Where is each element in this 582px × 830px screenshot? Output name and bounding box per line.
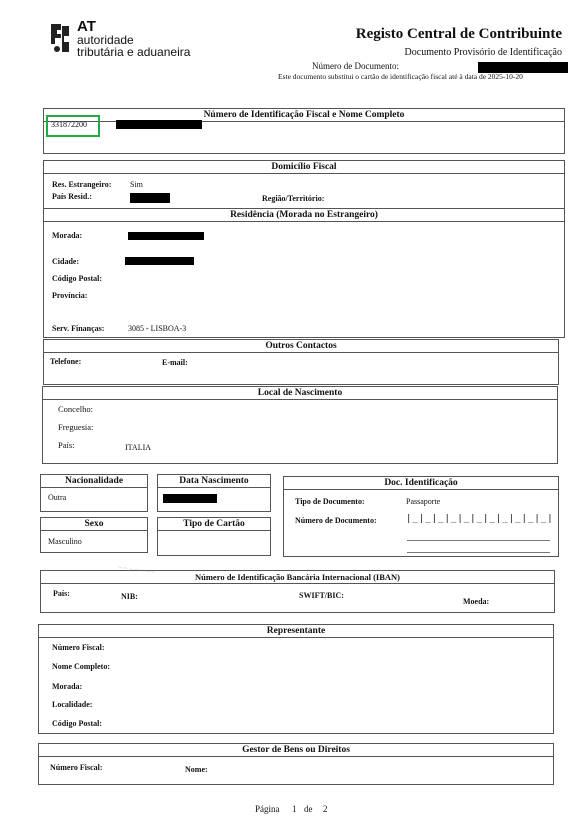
residencia-heading: Residência (Morada no Estrangeiro) <box>44 208 564 222</box>
serv-financas-value: 3085 - LISBOA-3 <box>128 324 187 333</box>
document-title: Registo Central de Contribuinte <box>355 26 562 42</box>
regiao-label: Região/Território: <box>262 194 325 203</box>
footer-page-total: 2 <box>323 804 328 814</box>
provincia-label: Província: <box>52 291 88 300</box>
nib-label: NIB: <box>121 592 138 601</box>
sexo-heading: Sexo <box>41 518 147 531</box>
redacted-data-nascimento <box>163 494 217 503</box>
rep-localidade-label: Localidade: <box>52 700 93 709</box>
contactos-heading: Outros Contactos <box>44 340 558 353</box>
numero-documento-line-2 <box>407 552 550 553</box>
contactos-section <box>43 339 559 385</box>
gestor-section <box>38 743 554 785</box>
redacted-morada <box>128 232 204 240</box>
rep-codigo-postal-label: Código Postal: <box>52 719 102 728</box>
data-nascimento-box <box>157 474 271 512</box>
gestor-heading: Gestor de Bens ou Direitos <box>39 744 553 757</box>
logo-text-line1: autoridade <box>77 33 134 47</box>
data-nascimento-heading: Data Nascimento <box>158 475 270 488</box>
concelho-label: Concelho: <box>58 404 93 414</box>
numero-documento-boxes: |_|_|_|_|_|_|_|_|_|_|_| <box>406 514 554 524</box>
footer-de-label: de <box>304 804 313 814</box>
redacted-pais-resid <box>130 193 170 203</box>
representante-section <box>38 624 554 734</box>
tipo-documento-label: Tipo de Documento: <box>295 497 365 506</box>
logo-text-at: AT <box>77 18 96 35</box>
footer-page-current: 1 <box>292 804 297 814</box>
nascimento-heading: Local de Nascimento <box>43 387 557 400</box>
document-validity-note: Este documento substitui o cartão de identificação fiscal até à data de 2025-10-20 <box>278 72 523 81</box>
cidade-label: Cidade: <box>52 257 80 266</box>
res-estrangeiro-label: Res. Estrangeiro: <box>52 180 112 189</box>
document-subtitle: Documento Provisório de Identificação <box>404 47 562 58</box>
at-logo-icon <box>47 22 71 56</box>
footer-pagina-label: Página <box>255 804 280 814</box>
pais-nascimento-label: País: <box>58 440 75 450</box>
rep-morada-label: Morada: <box>52 682 83 691</box>
iban-section <box>40 570 555 613</box>
nif-value: 331872200 <box>51 120 87 129</box>
nascimento-section <box>42 386 558 464</box>
redacted-full-name <box>116 120 202 129</box>
tipo-cartao-box <box>157 517 271 556</box>
serv-financas-label: Serv. Finanças: <box>52 324 105 333</box>
swift-label: SWIFT/BIC: <box>299 591 344 600</box>
pais-nascimento-value: ITALIA <box>125 443 152 452</box>
nif-section-heading: Número de Identificação Fiscal e Nome Completo <box>44 109 564 122</box>
tipo-documento-value: Passaporte <box>406 497 441 506</box>
res-estrangeiro-value: Sim <box>130 180 143 189</box>
iban-heading: Número de Identificação Bancária Internacional (IBAN) <box>41 571 554 584</box>
redacted-cidade <box>125 257 194 265</box>
tipo-cartao-heading: Tipo de Cartão <box>158 518 270 531</box>
gestor-nome-label: Nome: <box>185 765 208 774</box>
rep-nome-label: Nome Completo: <box>52 662 110 671</box>
iban-pais-label: País: <box>53 589 70 598</box>
document-number-label: Número de Documento: <box>312 61 399 71</box>
numero-documento-line-1 <box>407 540 550 541</box>
representante-heading: Representante <box>39 625 553 638</box>
morada-label: Morada: <box>52 231 83 240</box>
freguesia-label: Freguesia: <box>58 422 94 432</box>
numero-documento-label: Número de Documento: <box>295 516 377 525</box>
nacionalidade-heading: Nacionalidade <box>41 475 147 488</box>
codigo-postal-label: Código Postal: <box>52 274 102 283</box>
faint-stamp-mark: ~ ~ ~ ~ ~ ~ ~ <box>117 563 156 577</box>
moeda-label: Moeda: <box>463 597 490 606</box>
doc-identificacao-heading: Doc. Identificação <box>284 477 558 490</box>
sexo-value: Masculino <box>48 537 82 546</box>
domicilio-section <box>43 160 565 338</box>
nacionalidade-value: Outra <box>48 493 67 502</box>
telefone-label: Telefone: <box>50 357 82 366</box>
sexo-box <box>40 517 148 553</box>
email-label: E-mail: <box>162 358 188 367</box>
pais-resid-label: País Resid.: <box>52 192 92 201</box>
domicilio-heading: Domicílio Fiscal <box>44 161 564 174</box>
nif-section <box>43 108 565 154</box>
gestor-numero-fiscal-label: Número Fiscal: <box>50 763 103 772</box>
rep-numero-fiscal-label: Número Fiscal: <box>52 643 105 652</box>
logo-text-line2: tributária e aduaneira <box>77 45 191 59</box>
